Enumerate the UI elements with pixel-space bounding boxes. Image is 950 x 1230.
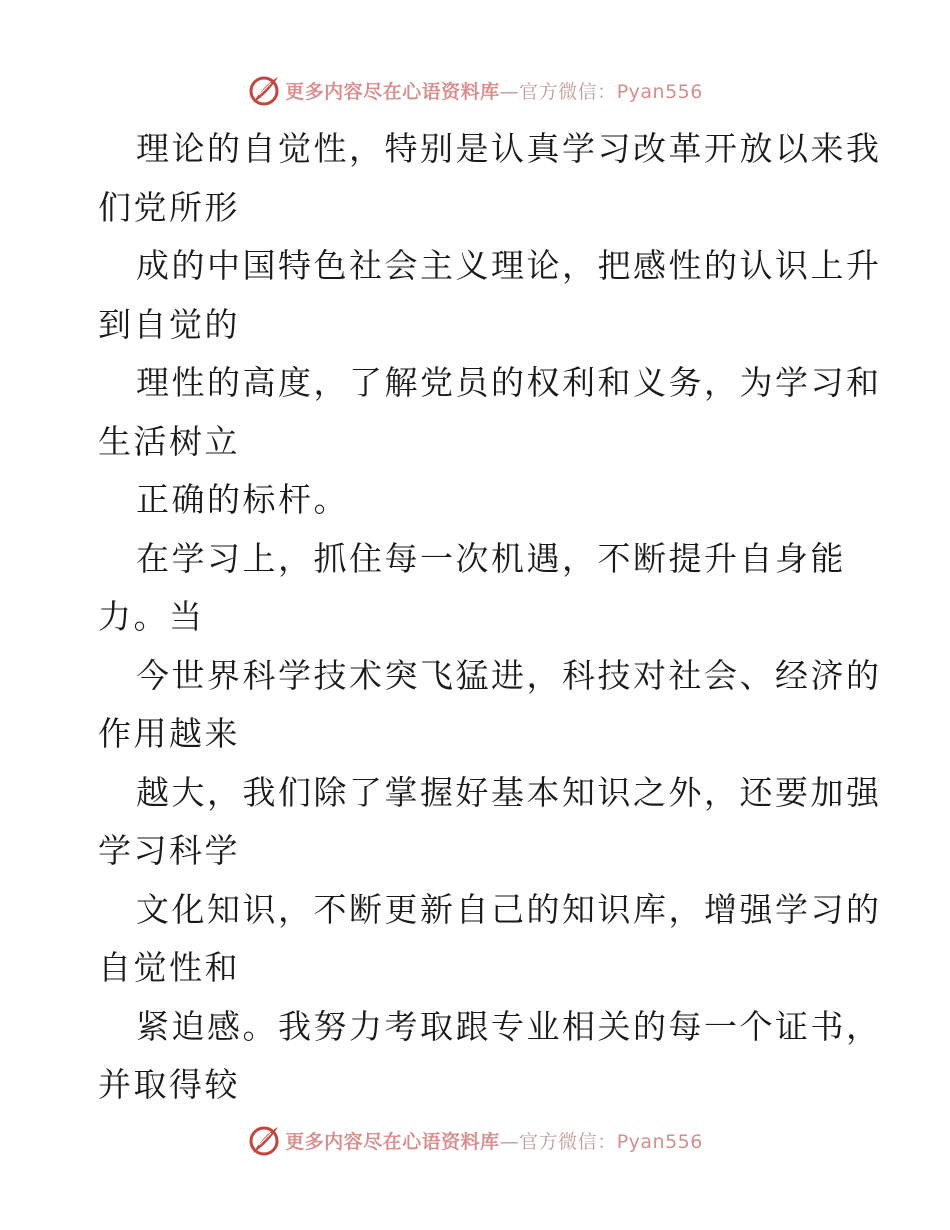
text-line: 正确的标杆。: [136, 480, 349, 519]
banner-site-name: 更多内容尽在心语资料库: [285, 80, 500, 103]
text-line: 理论的自觉性，特别是认真学习改革开放以来我: [136, 129, 882, 168]
document-body: [98, 120, 882, 1115]
feather-quill-logo-icon: [247, 1123, 281, 1157]
text-line: 学习科学: [98, 831, 240, 870]
text-line: 力。当: [98, 597, 205, 636]
header-watermark-banner: [0, 70, 950, 110]
text-line: 在学习上，抓住每一次机遇，不断提升自身能: [136, 538, 846, 578]
text-line: 作用越来: [98, 714, 240, 753]
banner-wechat-label: 官方微信：: [519, 80, 617, 103]
text-line: 紧迫感。我努力考取跟专业相关的每一个证书，: [136, 1006, 882, 1046]
footer-watermark-text: [285, 1127, 703, 1154]
feather-quill-logo-icon: [247, 73, 281, 107]
banner-wechat-id: Pyan556: [616, 1130, 703, 1153]
header-watermark-text: [285, 77, 703, 104]
text-line: 成的中国特色社会主义理论，把感性的认识上升: [136, 246, 882, 285]
text-line: 并取得较: [98, 1065, 240, 1104]
text-line: 理性的高度，了解党员的权利和义务，为学习和: [136, 363, 882, 402]
banner-wechat-label: 官方微信：: [519, 1130, 617, 1153]
text-line: 今世界科学技术突飞猛进，科技对社会、经济的: [136, 655, 882, 695]
banner-wechat-id: Pyan556: [616, 80, 703, 103]
footer-watermark-banner: [0, 1120, 950, 1160]
banner-separator: —: [499, 80, 520, 103]
text-line: 自觉性和: [98, 948, 240, 987]
banner-site-name: 更多内容尽在心语资料库: [285, 1130, 500, 1153]
text-line: 们党所形: [98, 187, 240, 227]
banner-separator: —: [499, 1130, 520, 1153]
text-line: 越大，我们除了掌握好基本知识之外，还要加强: [136, 772, 882, 812]
text-line: 生活树立: [98, 421, 240, 461]
text-line: 文化知识，不断更新自己的知识库，增强学习的: [136, 889, 882, 929]
text-line: 到自觉的: [98, 304, 240, 344]
